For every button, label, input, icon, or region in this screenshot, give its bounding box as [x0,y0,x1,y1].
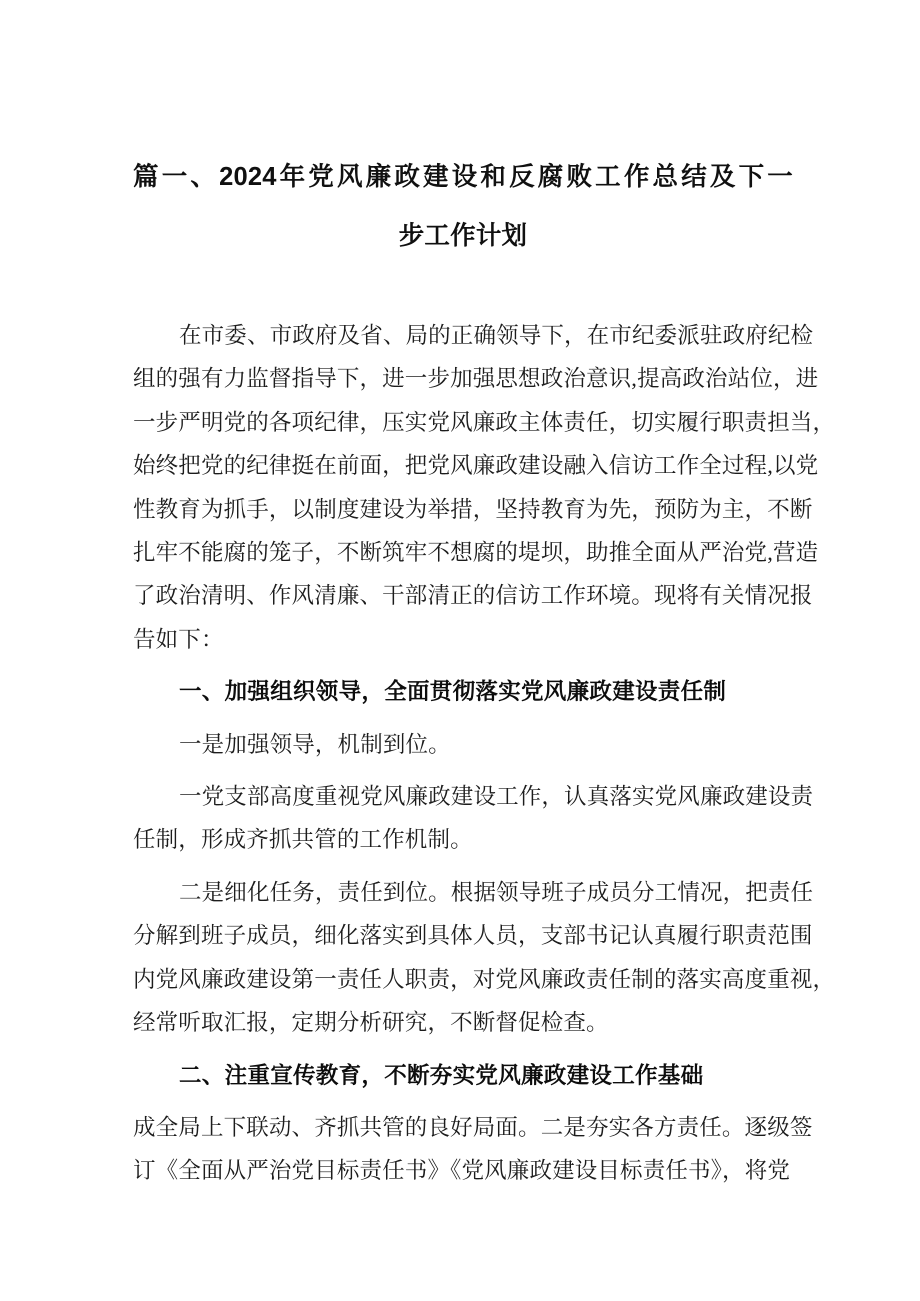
document-body [133,148,836,1193]
title-spacer [133,266,793,314]
text-line: 任制，形成齐抓共管的工作机制。 [133,827,473,853]
text-line: 一党支部高度重视党风廉政建设工作，认真落实党风廉政建设责 [179,784,814,810]
heading-two: 二、注重宣传教育，不断夯实党风廉政建设工作基础 [179,1062,704,1088]
block-spacer [133,714,793,723]
text-line: 成全局上下联动、齐抓共管的良好局面。二是夯实各方责任。逐级签 [133,1114,813,1140]
paragraph-one-a [133,723,793,766]
text-line: 经常听取汇报，定期分析研究，不断督促检查。 [133,1010,609,1036]
paragraph-one-c [133,871,836,1045]
text-line: 扎牢不能腐的笼子，不断筑牢不想腐的堤坝，助推全面从严治党,营造 [133,540,819,566]
text-line: 在市委、市政府及省、局的正确领导下，在市纪委派驻政府纪检 [179,323,814,348]
text-line: 组的强有力监督指导下，进一步加强思想政治意识,提高政治站位，进 [133,366,819,392]
page-title-line-1: 篇一、2024年党风廉政建设和反腐败工作总结及下一 [133,163,793,191]
text-line: 二是细化任务，责任到位。根据领导班子成员分工情况，把责任 [179,879,814,905]
text-line: 一步严明党的各项纪律，压实党风廉政主体责任，切实履行职责担当， [133,409,836,435]
block-spacer [133,1045,793,1054]
paragraph-one-b [133,775,814,862]
text-line: 分解到班子成员，细化落实到具体人员，支部书记认真履行职责范围 [133,923,813,949]
text-line: 一是加强领导，机制到位。 [179,731,451,757]
block-spacer [133,1097,793,1106]
document-content [133,314,836,1193]
page-title-line-2: 步工作计划 [398,222,528,250]
intro-paragraph [133,314,836,661]
text-line: 性教育为抓手，以制度建设为举措，坚持教育为先，预防为主，不断 [133,496,813,522]
paragraph-two-a [133,1106,813,1193]
text-line: 始终把党的纪律挺在前面，把党风廉政建设融入信访工作全过程,以党 [133,453,819,479]
page-title [133,148,793,266]
text-line: 订《全面从严治党目标责任书》《党风廉政建设目标责任书》，将党 [133,1158,791,1184]
block-spacer [133,766,793,775]
block-spacer [133,661,793,670]
text-line: 了政治清明、作风清廉、干部清正的信访工作环境。现将有关情况报 [133,583,813,609]
text-line: 告如下： [133,626,224,652]
heading-one: 一、加强组织领导，全面贯彻落实党风廉政建设责任制 [179,679,727,705]
text-line: 内党风廉政建设第一责任人职责，对党风廉政责任制的落实高度重视， [133,966,836,992]
block-spacer [133,862,793,871]
